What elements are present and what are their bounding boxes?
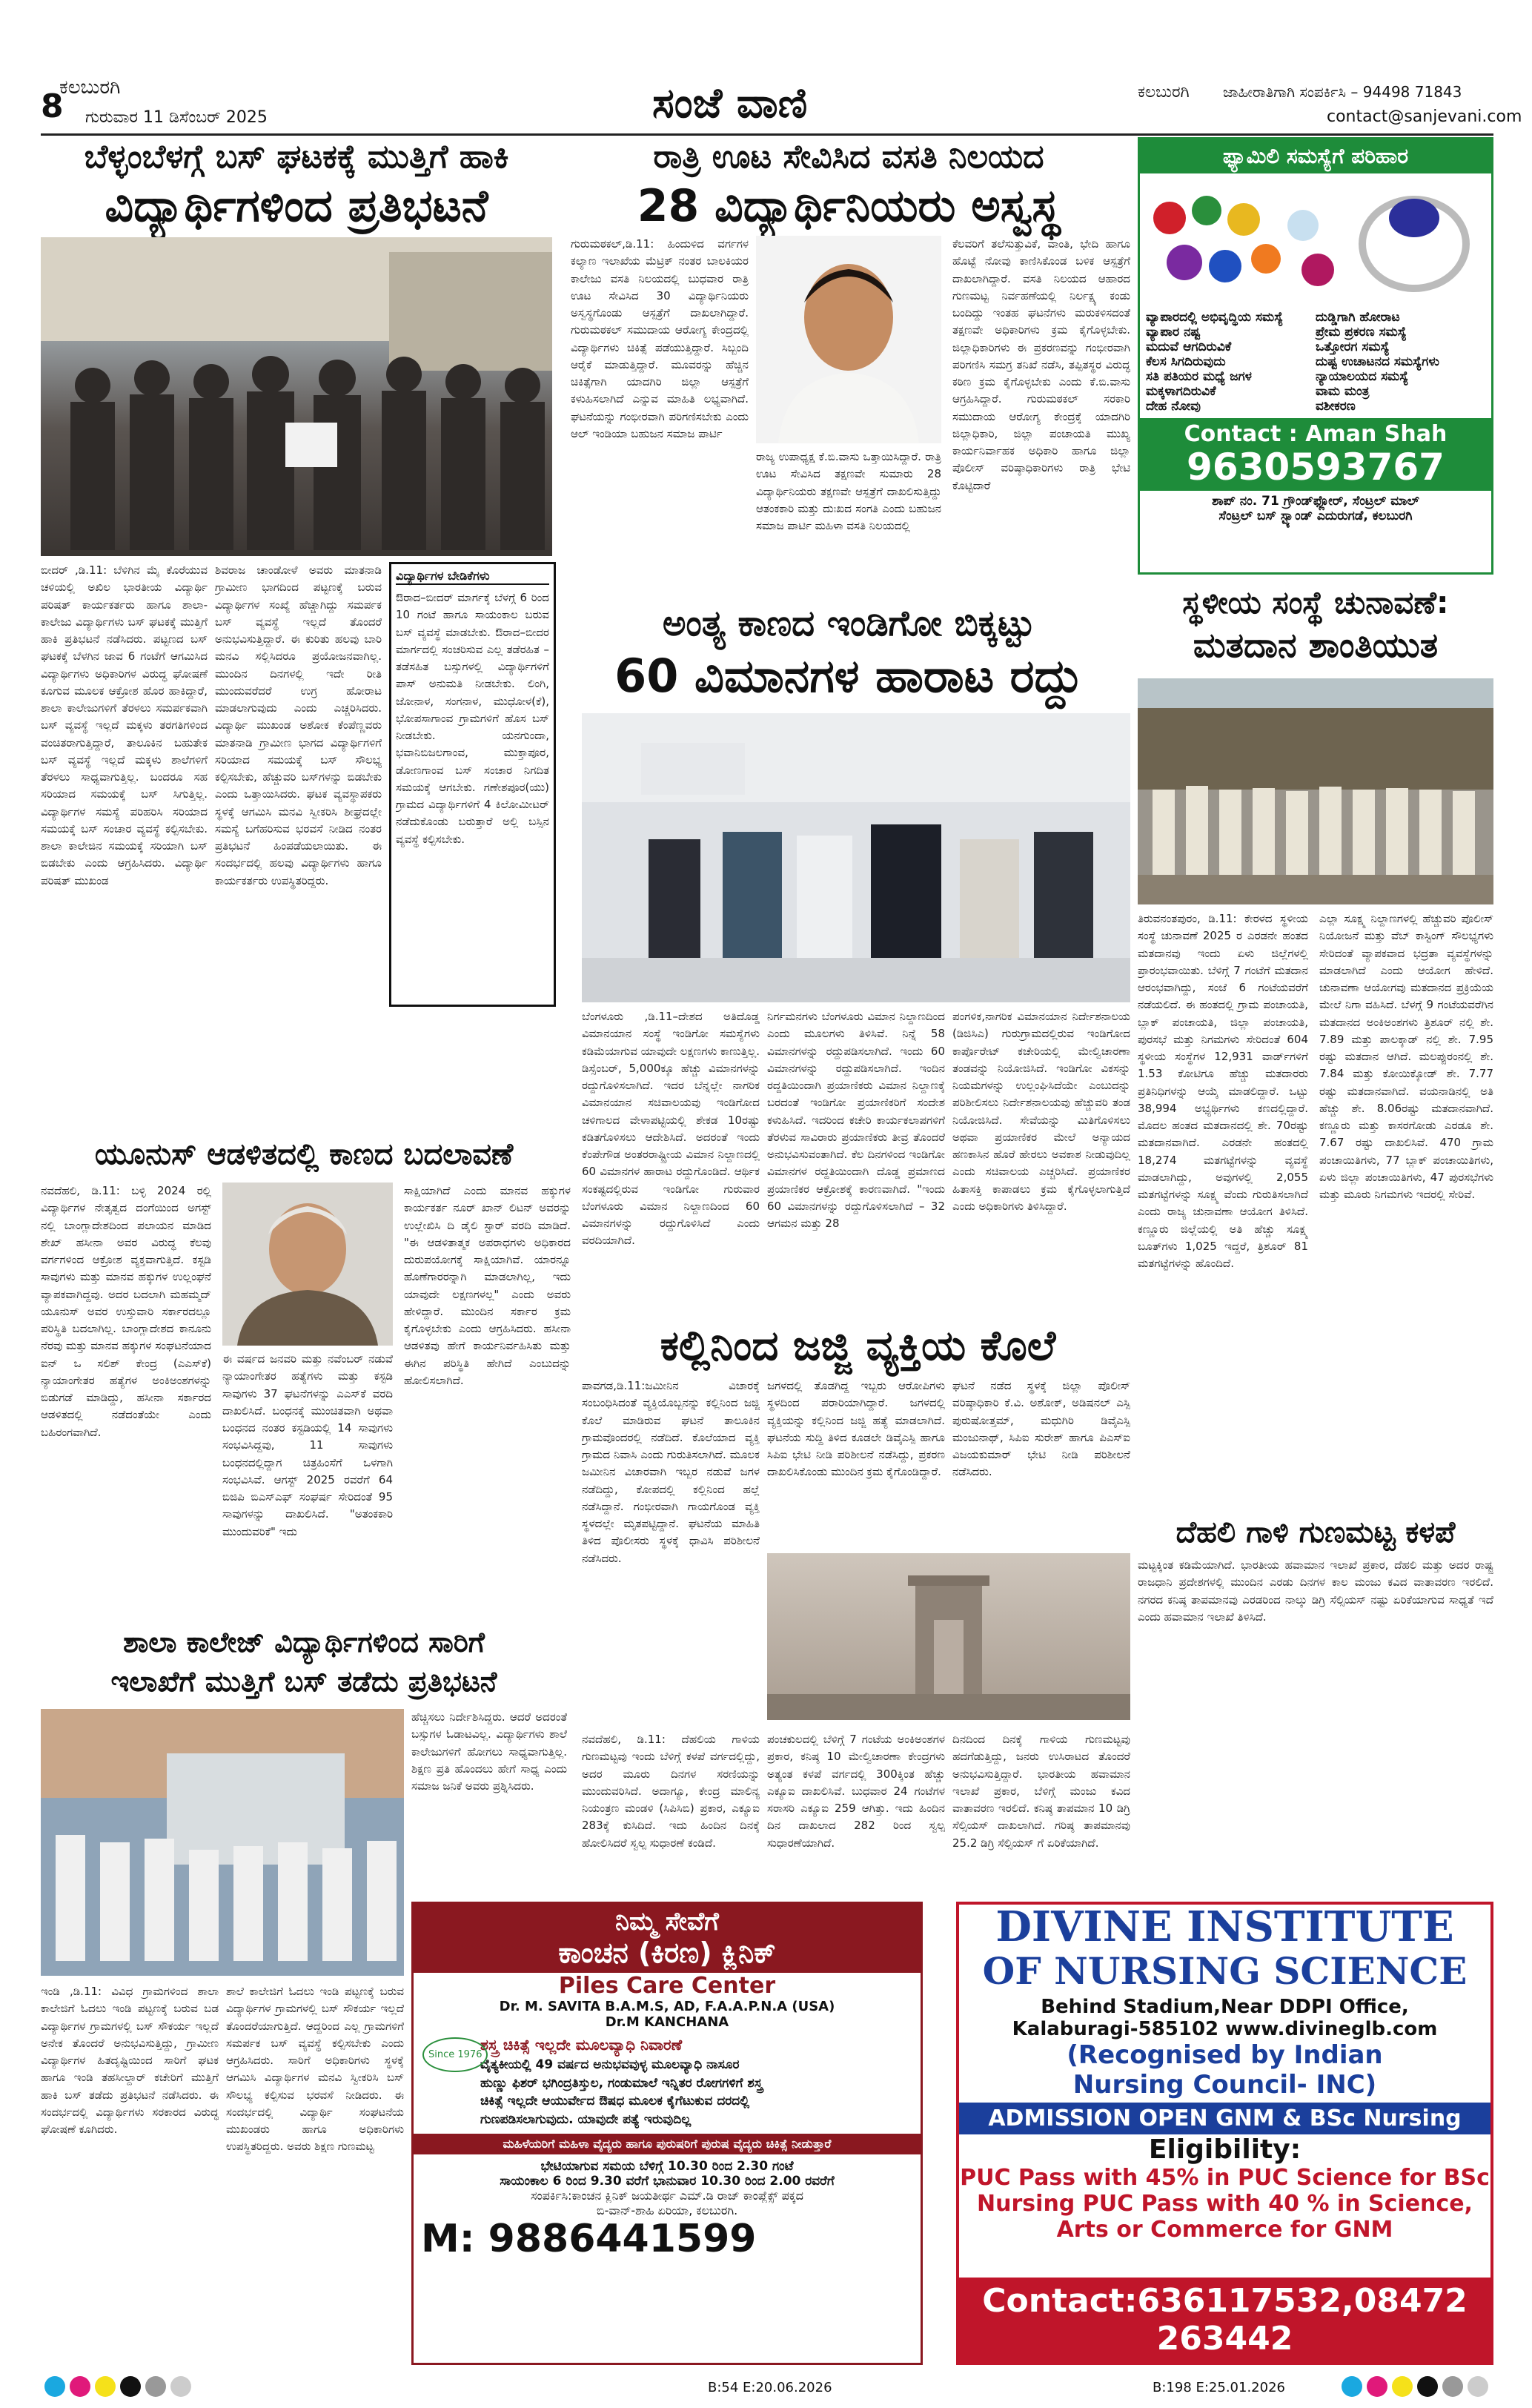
nursing-title1: DIVINE INSTITUTE <box>995 1902 1454 1951</box>
yellow-dot <box>1392 2376 1413 2397</box>
airport-queue-image <box>582 713 1130 1002</box>
grey-dot <box>1442 2376 1463 2397</box>
family-ad-item: ನ್ಯಾಯಾಲಯದ ಸಮಸ್ಯೆ <box>1316 369 1409 384</box>
story2-headline-line2: 28 ವಿದ್ಯಾರ್ಥಿನಿಯರು ಅಸ್ವಸ್ಥ <box>637 180 1061 232</box>
story8-bus-protest-photo <box>41 1709 404 1976</box>
family-ad-item: ಪ್ರೇಮ ಪ್ರಕರಣ ಸಮಸ್ಯೆ <box>1316 325 1407 340</box>
issue-date: ಗುರುವಾರ 11 ಡಿಸೆಂಬರ್ 2025 <box>85 108 268 127</box>
nursing-recognised1: (Recognised by Indian <box>1067 2040 1383 2070</box>
story1-headline-line1: ಬೆಳ್ಳಂಬೆಳಗ್ಗೆ ಬಸ್ ಘಟಕಕ್ಕೆ ಮುತ್ತಿಗೆ ಹಾಕಿ <box>84 138 509 176</box>
family-ad-item: ಸತಿ ಪತಿಯರ ಮಧ್ಯೆ ಜಗಳ <box>1146 369 1252 384</box>
story4-polling-photo <box>1138 678 1493 904</box>
story7-col2: ಪಂಚಕುಲದಲ್ಲಿ ಬೆಳಿಗ್ಗೆ 7 ಗಂಟೆಯ ಅಂಕಿಅಂಶಗಳ ಪ್ರಕಾರ, ಕನಿಷ್ಠ 10 ಮೇಲ್ವಿಚಾರಣಾ ಕೇಂದ್ರಗಳು ಅತ್ಯಂತ ಕಳಪೆ ವರ್ಗದಲ್ಲಿ 300ಕ್ಕಿಂತ ಹೆಚ್ಚು ಎಕ್ಯೂಐ ದಾಖಲಿಸಿವೆ. ಬುಧವಾರ 24 ಗಂಟೆಗಳ ಸರಾಸರಿ ಎಕ್ಯೂಐ 259 ಆಗಿತ್ತು. ಇದು ಹಿಂದಿನ ದಿನ ದಾಖಲಾದ 282 ರಿಂದ ಸ್ವಲ್ಪ ಸುಧಾರಣೆಯಾಗಿದೆ. <box>767 1733 945 1850</box>
clinic-title1: ನಿಮ್ಮ ಸೇವೆಗೆ <box>615 1907 719 1936</box>
story7-col1: ನವದೆಹಲಿ, ಡಿ.11: ದೆಹಲಿಯ ಗಾಳಿಯ ಗುಣಮಟ್ಟವು ಇಂದು ಬೆಳಿಗ್ಗೆ ಕಳಪೆ ವರ್ಗದಲ್ಲಿದ್ದು, ಅದರ ಮೂರು ದಿನಗಳ ಸರಣಿಯನ್ನು ಮುಂದುವರಿಸಿದೆ. ಅದಾಗ್ಯೂ, ಕೇಂದ್ರ ಮಾಲಿನ್ಯ ನಿಯಂತ್ರಣ ಮಂಡಳಿ (ಸಿಪಿಸಿಬಿ) ಪ್ರಕಾರ, ಎಕ್ಯೂಐ 283ಕ್ಕೆ ಕುಸಿದಿದೆ. ಇದು ಹಿಂದಿನ ದಿನಕ್ಕೆ ಹೋಲಿಸಿದರೆ ಸ್ವಲ್ಪ ಸುಧಾರಣೆ ಕಂಡಿದೆ. <box>582 1733 760 1850</box>
nursing-eligibility-label: Eligibility: <box>1148 2134 1301 2165</box>
story4-headline-line1: ಸ್ಥಳೀಯ ಸಂಸ್ಥೆ ಚುನಾವಣೆ: <box>1182 584 1449 621</box>
clinic-line2: ವೈತ್ಯಕೀಯಲ್ಲಿ 49 ವರ್ಷದ ಅನುಭವವುಳ್ಳ ಮೂಲವ್ಯಾಧಿ ನಾಸೂರ <box>480 2057 740 2072</box>
footer-color-dots-left <box>44 2376 196 2400</box>
family-ad-address2: ಸೆಂಟ್ರಲ್ ಬಸ್ ಸ್ಟ್ಯಾಂಡ್ ಎದುರುಗಡೆ, ಕಲಬುರಗಿ <box>1218 509 1413 523</box>
story1-col2: ಶಿವರಾಜ ಚಾಂಡೋಳೆ ಅವರು ಮಾತನಾಡಿ ಗ್ರಾಮೀಣ ಭಾಗದಿಂದ ಪಟ್ಟಣಕ್ಕೆ ಬರುವ ವಿದ್ಯಾರ್ಥಿಗಳ ಸಂಖ್ಯೆ ಹೆಚ್ಚಾಗಿದ್ದು ಸಮರ್ಪಕ ಬಸ್ ವ್ಯವಸ್ಥೆ ಇಲ್ಲದೆ ತೊಂದರೆ ಅನುಭವಿಸುತ್ತಿದ್ದಾರೆ. ಈ ಕುರಿತು ಹಲವು ಬಾರಿ ಮನವಿ ಸಲ್ಲಿಸಿದರೂ ಪ್ರಯೋಜನವಾಗಿಲ್ಲ. ಮುಂದಿನ ದಿನಗಳಲ್ಲಿ ಇದೇ ರೀತಿ ಮುಂದುವರೆದರೆ ಉಗ್ರ ಹೋರಾಟ ಮಾಡಲಾಗುವುದು ಎಂದು ಎಚ್ಚರಿಸಿದರು. ವಿದ್ಯಾರ್ಥಿ ಮುಖಂಡ ಅಶೋಕ ಕೆಂಪೆಣ್ಣವರು ಮಾತನಾಡಿ ಗ್ರಾಮೀಣ ಭಾಗದ ವಿದ್ಯಾರ್ಥಿಗಳಿಗೆ ಸರಿಯಾದ ಸಮಯಕ್ಕೆ ಬಸ್ ಸೌಲಭ್ಯ ಕಲ್ಪಿಸಬೇಕು, ಹೆಚ್ಚುವರಿ ಬಸ್‌ಗಳನ್ನು ಬಿಡಬೇಕು ಎಂದು ಒತ್ತಾಯಿಸಿದರು. ಘಟಕ ವ್ಯವಸ್ಥಾಪಕರು ಸ್ಥಳಕ್ಕೆ ಆಗಮಿಸಿ ಮನವಿ ಸ್ವೀಕರಿಸಿ ಶೀಘ್ರದಲ್ಲೇ ಸಮಸ್ಯೆ ಬಗೆಹರಿಸುವ ಭರವಸೆ ನೀಡಿದ ನಂತರ ಪ್ರತಿಭಟನೆ ಹಿಂಪಡೆಯಲಾಯಿತು. ಈ ಸಂದರ್ಭದಲ್ಲಿ ಹಲವು ವಿದ್ಯಾರ್ಥಿಗಳು ಹಾಗೂ ಕಾರ್ಯಕರ್ತರು ಉಪಸ್ಥಿತರಿದ್ದರು. <box>215 563 382 887</box>
bus-blockade-image <box>41 1709 404 1976</box>
cyan-dot <box>1342 2376 1362 2397</box>
clinic-doctor2: Dr.M KANCHANA <box>605 2014 729 2030</box>
family-ad-item: ಮದುವೆ ಆಗದಿರುವಿಕೆ <box>1146 340 1232 354</box>
gemstones-image <box>1140 173 1491 307</box>
grey-dot <box>145 2376 166 2397</box>
family-ad-item: ವ್ಯಾಪಾರ ನಷ್ಟ <box>1146 325 1201 340</box>
family-ad-address1: ಶಾಪ್ ನಂ. 71 ಗ್ರೌಂಡ್‌ಫ್ಲೋರ್, ಸೆಂಟ್ರಲ್ ಮಾಲ್ <box>1212 494 1419 509</box>
story1-headline-line2: ವಿದ್ಯಾರ್ಥಿಗಳಿಂದ ಪ್ರತಿಭಟನೆ <box>105 180 488 232</box>
story6-col2: ಜಗಳದಲ್ಲಿ ತೊಡಗಿದ್ದ ಇಬ್ಬರು ಆರೋಪಿಗಳು ಸ್ಥಳದಿಂದ ಪರಾರಿಯಾಗಿದ್ದಾರೆ. ಜಗಳದಲ್ಲಿ ವ್ಯಕ್ತಿಯನ್ನು ಕಲ್ಲಿನಿಂದ ಜಜ್ಜಿ ಹತ್ಯೆ ಮಾಡಲಾಗಿದೆ. ಘಟನೆಯ ಸುದ್ದಿ ತಿಳಿದ ಕೂಡಲೇ ಡಿವೈಎಸ್ಪಿ ಹಾಗೂ ಸಿಪಿಐ ಭೇಟಿ ನೀಡಿ ಪರಿಶೀಲನೆ ನಡೆಸಿದ್ದು, ಪ್ರಕರಣ ದಾಖಲಿಸಿಕೊಂಡು ಮುಂದಿನ ಕ್ರಮ ಕೈಗೊಂಡಿದ್ದಾರೆ. <box>767 1379 945 1479</box>
black-dot <box>120 2376 141 2397</box>
story1-protest-photo <box>41 237 552 556</box>
story3-col1: ಬೆಂಗಳೂರು ,ಡಿ.11–ದೇಶದ ಅತಿದೊಡ್ಡ ವಿಮಾನಯಾನ ಸಂಸ್ಥೆ ಇಂಡಿಗೋ ಸಮಸ್ಯೆಗಳು ಕಡಿಮೆಯಾಗುವ ಯಾವುದೇ ಲಕ್ಷಣಗಳು ಕಾಣುತ್ತಿಲ್ಲ. ಡಿಸ್ಸೆಂಬರ್, 5,000ಕ್ಕೂ ಹೆಚ್ಚು ವಿಮಾನಗಳನ್ನು ರದ್ದುಗೊಳಿಸಲಾಗಿದೆ. ಇದರ ಬೆನ್ನಲ್ಲೇ ನಾಗರಿಕ ವಿಮಾನಯಾನ ಸಚಿವಾಲಯವು ಇಂಡಿಗೋದ ಚಳಿಗಾಲದ ವೇಳಾಪಟ್ಟಿಯಲ್ಲಿ ಶೇಕಡ 10ರಷ್ಟು ಕಡಿತಗೊಳಿಸಲು ಆದೇಶಿಸಿದೆ. ಅದರಂತೆ ಇಂದು ಕೆಂಪೇಗೌಡ ಅಂತರರಾಷ್ಟ್ರೀಯ ವಿಮಾನ ನಿಲ್ದಾಣದಲ್ಲಿ 60 ವಿಮಾನಗಳ ಹಾರಾಟ ರದ್ದುಗೊಂಡಿದೆ. ಆರ್ಥಿಕ ಸಂಕಷ್ಟದಲ್ಲಿರುವ ಇಂಡಿಗೋ ಗುರುವಾರ ಬೆಂಗಳೂರು ವಿಮಾನ ನಿಲ್ದಾಣದಿಂದ 60 ವಿಮಾನಗಳನ್ನು ರದ್ದುಗೊಳಿಸಿದೆ ಎಂದು ವರದಿಯಾಗಿದೆ. <box>582 1010 760 1248</box>
story8-col2: ಶಾಲೆ ಕಾಲೇಜಿಗೆ ಓದಲು ಇಂಡಿ ಪಟ್ಟಣಕ್ಕೆ ಬರುವ ವಿದ್ಯಾರ್ಥಿಗಳ ಗ್ರಾಮಗಳಲ್ಲಿ ಬಸ್ ಸೌಕರ್ಯ ಇಲ್ಲದೆ ತೊಂದರೆಯಾಗುತ್ತಿದೆ. ಆದ್ದರಿಂದ ಎಲ್ಲ ಗ್ರಾಮಗಳಿಗೆ ಸಮರ್ಪಕ ಬಸ್ ವ್ಯವಸ್ಥೆ ಕಲ್ಪಿಸಬೇಕು ಎಂದು ಆಗ್ರಹಿಸಿದರು. ಸಾರಿಗೆ ಅಧಿಕಾರಿಗಳು ಸ್ಥಳಕ್ಕೆ ಆಗಮಿಸಿ ವಿದ್ಯಾರ್ಥಿಗಳ ಮನವಿ ಸ್ವೀಕರಿಸಿ ಬಸ್ ಸೌಲಭ್ಯ ಕಲ್ಪಿಸುವ ಭರವಸೆ ನೀಡಿದರು. ಈ ಸಂದರ್ಭದಲ್ಲಿ ವಿದ್ಯಾರ್ಥಿ ಸಂಘಟನೆಯ ಮುಖಂಡರು ಹಾಗೂ ಅಧಿಕಾರಿಗಳು ಉಪಸ್ಥಿತರಿದ್ದರು. ಅವರು ಶಿಕ್ಷಣ ಗುಣಮಟ್ಟ <box>226 1985 404 2154</box>
city-right: ಕಲಬುರಗಿ <box>1138 83 1190 102</box>
story4-headline-line2: ಮತದಾನ ಶಾಂತಿಯುತ <box>1193 625 1439 665</box>
kanchana-clinic-ad <box>411 1902 923 2365</box>
story3-col2: ನಿರ್ಗಮನಗಳು ಬೆಂಗಳೂರು ವಿಮಾನ ನಿಲ್ದಾಣದಿಂದ ಎಂದು ಮೂಲಗಳು ತಿಳಿಸಿವೆ. ನಿನ್ನೆ 58 ವಿಮಾನಗಳನ್ನು ರದ್ದುಪಡಿಸಲಾಗಿದೆ. ಇಂದು 60 ವಿಮಾನಗಳನ್ನು ರದ್ದುಪಡಿಸಲಾಗಿದೆ. ಇಂದಿನ ರದ್ದತಿಯಿಂದಾಗಿ ಪ್ರಯಾಣಿಕರು ವಿಮಾನ ನಿಲ್ದಾಣಕ್ಕೆ ಬರದಂತೆ ಇಂಡಿಗೋ ಪ್ರಯಾಣಿಕರಿಗೆ ಸಂದೇಶ ಕಳುಹಿಸಿದೆ. ಇದರಿಂದ ಕಚೇರಿ ಕಾರ್ಯಕಲಾಪಗಳಿಗೆ ತೆರಳುವ ಸಾವಿರಾರು ಪ್ರಯಾಣಿಕರು ತೀವ್ರ ತೊಂದರೆ ಅನುಭವಿಸುವಂತಾಗಿದೆ. ಕೆಲ ದಿನಗಳಿಂದ ಇಂಡಿಗೋ ವಿಮಾನಗಳ ರದ್ದತಿಯಿಂದಾಗಿ ದೊಡ್ಡ ಪ್ರಮಾಣದ ಪ್ರಯಾಣಿಕರ ಆಕ್ರೋಶಕ್ಕೆ ಕಾರಣವಾಗಿದೆ. "ಇಂದು 60 ವಿಮಾನಗಳನ್ನು ರದ್ದುಗೊಳಿಸಲಾಗಿದೆ – 32 ಆಗಮನ ಮತ್ತು 28 <box>767 1010 945 1230</box>
clinic-address: ಸಂಪರ್ಕಿಸಿ:ಕಾಂಚನ ಕ್ಲಿನಿಕ್ ಜಯತೀರ್ಥ ಎಮ್.ಡಿ ರಾಜ್ ಕಾಂಪ್ಲೆಕ್ಸ್ ಪಕ್ಕದ <box>531 2188 803 2203</box>
footer-code-left: B:54 E:20.06.2026 <box>708 2380 832 2395</box>
family-ad-phone: 9630593767 <box>1187 446 1445 489</box>
story5-col1: ನವದೆಹಲಿ, ಡಿ.11: ಬಳ್ಳಿ 2024 ರಲ್ಲಿ ವಿದ್ಯಾರ್ಥಿಗಳ ನೇತೃತ್ವದ ದಂಗೆಯಿಂದ ಅಗಸ್ಟ್ ನಲ್ಲಿ ಬಾಂಗ್ಲಾದೇಶದಿಂದ ಪಲಾಯನ ಮಾಡಿದ ಶೇಖ್ ಹಸೀನಾ ಅವರ ವಿರುದ್ಧ ಕೆಲವು ವರ್ಗಗಳಿಂದ ಆಕ್ರೋಶ ವ್ಯಕ್ತವಾಗುತ್ತಿದೆ. ಕಸ್ಟಡಿ ಸಾವುಗಳು ಮತ್ತು ಮಾನವ ಹಕ್ಕುಗಳ ಉಲ್ಲಂಘನೆ ವ್ಯಾಪಕವಾಗಿದ್ದವು. ಅದರ ಬದಲಾಗಿ ಮಹಮ್ಮದ್ ಯೂನುಸ್ ಅವರ ಉಸ್ತುವಾರಿ ಸರ್ಕಾರದಲ್ಲೂ ಪರಿಸ್ಥಿತಿ ಬದಲಾಗಿಲ್ಲ. ಬಾಂಗ್ಲಾದೇಶದ ಕಾನೂನು ನೆರವು ಮತ್ತು ಮಾನವ ಹಕ್ಕುಗಳ ಸಂಘಟನೆಯಾದ ಐನ್ ಒ ಸಲಿಶ್ ಕೇಂದ್ರ (ಎಎಸ್‌ಕೆ) ನ್ಯಾಯಾಂಗೇತರ ಹತ್ಯೆಗಳ ಅಂಕಿಅಂಶಗಳನ್ನು ಬಿಡುಗಡೆ ಮಾಡಿದ್ದು, ಹಸೀನಾ ಸರ್ಕಾರದ ಆಡಳಿತದಲ್ಲಿ ನಡೆದಂತೆಯೇ ಎಂದು ಬಹಿರಂಗವಾಗಿದೆ. <box>41 1184 211 1439</box>
magenta-dot <box>1367 2376 1387 2397</box>
story2-col2: ರಾಜ್ಯ ಉಪಾಧ್ಯಕ್ಷ ಕೆ.ಬಿ.ವಾಸು ಒತ್ತಾಯಿಸಿದ್ದಾರೆ. ರಾತ್ರಿ ಊಟ ಸೇವಿಸಿದ ತಕ್ಷಣವೇ ಸುಮಾರು 28 ವಿದ್ಯಾರ್ಥಿನಿಯರು ತಕ್ಷಣವೇ ಆಸ್ಪತ್ರೆಗೆ ದಾಖಲಿಸುತ್ತಿದ್ದು ಆತಂಕಕಾರಿ ಮತ್ತು ದುಃಖದ ಸಂಗತಿ ಎಂದು ಬಹುಜನ ಸಮಾಜ ಪಾರ್ಟಿ ಮಹಿಳಾ ವಸತಿ ನಿಲಯದಲ್ಲಿ <box>756 450 941 532</box>
story8-col1: ಇಂಡಿ ,ಡಿ.11: ವಿವಿಧ ಗ್ರಾಮಗಳಿಂದ ಶಾಲಾ ಕಾಲೇಜಿಗೆ ಓದಲು ಇಂಡಿ ಪಟ್ಟಣಕ್ಕೆ ಬರುವ ಬಡ ವಿದ್ಯಾರ್ಥಿಗಳ ಗ್ರಾಮಗಳಲ್ಲಿ ಬಸ್ ಸೌಕರ್ಯ ಇಲ್ಲದೆ ಅನೇಕ ತೊಂದರೆ ಅನುಭವಿಸುತ್ತಿದ್ದು, ಗ್ರಾಮೀಣ ವಿದ್ಯಾರ್ಥಿಗಳ ಹಿತದೃಷ್ಟಿಯಿಂದ ಸಾರಿಗೆ ಘಟಕ ಹಾಗೂ ಇಂಡಿ ತಹಸೀಲ್ದಾರ್ ಕಚೇರಿಗೆ ಮುತ್ತಿಗೆ ಹಾಕಿ ಬಸ್ ತಡೆದು ಪ್ರತಿಭಟನೆ ನಡೆಸಿದರು. ಈ ಸಂದರ್ಭದಲ್ಲಿ ವಿದ್ಯಾರ್ಥಿಗಳು ಸರಕಾರದ ವಿರುದ್ಧ ಘೋಷಣೆ ಕೂಗಿದರು. <box>41 1985 219 2136</box>
family-ad-item: ದೇಹ ನೋವು <box>1146 399 1201 414</box>
india-gate-smog-image <box>767 1553 1130 1720</box>
story3-headline-line2: 60 ವಿಮಾನಗಳ ಹಾರಾಟ ರದ್ದು <box>614 649 1083 703</box>
footer-color-dots-right <box>1342 2376 1493 2400</box>
story5-yunus-photo <box>222 1182 393 1346</box>
clinic-address2: ಬಿ-ವಾನ್-ಶಾಹಿ ಏರಿಯಾ, ಕಲಬುರಗಿ. <box>596 2203 738 2217</box>
nursing-admission-banner: ADMISSION OPEN GNM & BSc Nursing <box>959 2103 1490 2134</box>
page-number: 8 <box>41 87 64 125</box>
story5-headline: ಯೂನುಸ್ ಆಡಳಿತದಲ್ಲಿ ಕಾಣದ ಬದಲಾವಣೆ <box>94 1137 514 1171</box>
story7-headline: ದೆಹಲಿ ಗಾಳಿ ಗುಣಮಟ್ಟ ಕಳಪೆ <box>1175 1515 1456 1549</box>
story6-col1: ಪಾವಗಡ,ಡಿ.11:ಜಮೀನಿನ ವಿಚಾರಕ್ಕೆ ಸಂಬಂಧಿಸಿದಂತೆ ವ್ಯಕ್ತಿಯೊಬ್ಬನನ್ನು ಕಲ್ಲಿನಿಂದ ಜಜ್ಜಿ ಕೊಲೆ ಮಾಡಿರುವ ಘಟನೆ ತಾಲೂಕಿನ ಗ್ರಾಮವೊಂದರಲ್ಲಿ ನಡೆದಿದೆ. ಕೊಲೆಯಾದ ವ್ಯಕ್ತಿ ಗ್ರಾಮದ ನಿವಾಸಿ ಎಂದು ಗುರುತಿಸಲಾಗಿದೆ. ಮೂಲಕ ಜಮೀನಿನ ವಿಚಾರವಾಗಿ ಇಬ್ಬರ ನಡುವೆ ಜಗಳ ನಡೆದಿದ್ದು, ಕೋಪದಲ್ಲಿ ಕಲ್ಲಿನಿಂದ ಹಲ್ಲೆ ನಡೆಸಿದ್ದಾನೆ. ಗಂಭೀರವಾಗಿ ಗಾಯಗೊಂಡ ವ್ಯಕ್ತಿ ಸ್ಥಳದಲ್ಲೇ ಮೃತಪಟ್ಟಿದ್ದಾನೆ. ಘಟನೆಯ ಮಾಹಿತಿ ತಿಳಿದ ಪೊಲೀಸರು ಸ್ಥಳಕ್ಕೆ ಧಾವಿಸಿ ಪರಿಶೀಲನೆ ನಡೆಸಿದರು. <box>582 1379 760 1565</box>
clinic-line4: ಚಿಕಿತ್ಸೆ ಇಲ್ಲದೇ ಆಯುರ್ವೇದ ಔಷಧ ಮೂಲಕ ಕೈಗೆಟುಕುವ ದರದಲ್ಲಿ <box>480 2094 750 2109</box>
story5-col3: ಸಾಕ್ಷಿಯಾಗಿದೆ ಎಂದು ಮಾನವ ಹಕ್ಕುಗಳ ಕಾರ್ಯಕರ್ತ ನೂರ್ ಖಾನ್ ಲಿಟನ್ ಅವರನ್ನು ಉಲ್ಲೇಖಿಸಿ ದಿ ಡೈಲಿ ಸ್ಟಾರ್ ವರದಿ ಮಾಡಿದೆ. "ಈ ಆಡಳಿತಾತ್ಮಕ ಅಪರಾಧಗಳು ಅಧಿಕಾರದ ದುರುಪಯೋಗಕ್ಕೆ ಸಾಕ್ಷಿಯಾಗಿವೆ. ಯಾರನ್ನೂ ಹೊಣೆಗಾರರನ್ನಾಗಿ ಮಾಡಲಾಗಿಲ್ಲ, ಇದು ಯಾವುದೇ ಲಕ್ಷಣಗಳಲ್ಲ" ಎಂದು ಅವರು ಹೇಳಿದ್ದಾರೆ. ಮುಂದಿನ ಸರ್ಕಾರ ಕ್ರಮ ಕೈಗೊಳ್ಳಬೇಕು ಎಂದು ಆಗ್ರಹಿಸಿದರು. ಹಸೀನಾ ಆಡಳಿತವು ಹೇಗೆ ಕಾರ್ಯನಿರ್ವಹಿಸಿತು ಮತ್ತು ಈಗಿನ ಪರಿಸ್ಥಿತಿ ಹೇಗಿದೆ ಎಂಬುದನ್ನು ಹೋಲಿಸಲಾಗಿದೆ. <box>404 1184 571 1387</box>
family-ad-item: ವಾಮ ಮಂತ್ರ <box>1316 384 1370 399</box>
black-dot <box>1417 2376 1438 2397</box>
family-ad-item: ವಶೀಕರಣ <box>1316 399 1356 414</box>
story1-demands-box <box>389 562 556 1007</box>
paper-title: ಸಂಜೆ ವಾಣಿ <box>652 79 808 128</box>
clinic-doctor1: Dr. M. SAVITA B.A.M.S, AD, F.A.A.P.N.A (USA) <box>499 1999 835 2014</box>
contact-email: contact@sanjevani.com <box>1327 108 1522 126</box>
demands-box-title: ವಿದ್ಯಾರ್ಥಿಗಳ ಬೇಡಿಕೆಗಳು <box>396 569 549 585</box>
clinic-timing2: ಸಾಯಂಕಾಲ 6 ರಿಂದ 9.30 ವರೆಗೆ ಭಾನುವಾರ 10.30 ರಿಂದ 2.00 ರವರೆಗೆ <box>500 2173 835 2189</box>
story5-col2: ಈ ವರ್ಷದ ಜನವರಿ ಮತ್ತು ನವೆಂಬರ್ ನಡುವೆ ನ್ಯಾಯಾಂಗೇತರ ಹತ್ಯೆಗಳು ಮತ್ತು ಕಸ್ಟಡಿ ಸಾವುಗಳು 37 ಘಟನೆಗಳನ್ನು ಎಎಸ್‌ಕೆ ವರದಿ ದಾಖಲಿಸಿದೆ. ಬಂಧನಕ್ಕೆ ಮುಂಚಿತವಾಗಿ ಅಥವಾ ಬಂಧನದ ನಂತರ ಕಸ್ಟಡಿಯಲ್ಲಿ 14 ಸಾವುಗಳು ಸಂಭವಿಸಿದ್ದವು, 11 ಸಾವುಗಳು ಬಂಧನದಲ್ಲಿದ್ದಾಗ ಚಿತ್ರಹಿಂಸೆಗೆ ಒಳಗಾಗಿ ಸಂಭವಿಸಿವೆ. ಆಗಸ್ಟ್ 2025 ರವರೆಗೆ 64 ಬಿಜಿಪಿ ಬಿಎಸ್‌ಎಫ್ ಸಂಘರ್ಷ ಸೇರಿದಂತೆ 95 ಸಾವುಗಳನ್ನು ದಾಖಲಿಸಿದೆ. "ಅತಂಕಕಾರಿ ಮುಂದುವರಿಕೆ" ಇದು <box>222 1352 393 1538</box>
city-left: ಕಲಬುರಗಿ <box>59 76 121 99</box>
story2-col1: ಗುರುಮಠಕಲ್,ಡಿ.11: ಹಿಂದುಳಿದ ವರ್ಗಗಳ ಕಲ್ಯಾಣ ಇಲಾಖೆಯ ಮೆಟ್ರಿಕ್ ನಂತರ ಬಾಲಕಿಯರ ಕಾಲೇಜು ವಸತಿ ನಿಲಯದಲ್ಲಿ ಬುಧವಾರ ರಾತ್ರಿ ಊಟ ಸೇವಿಸಿದ 30 ವಿದ್ಯಾರ್ಥಿನಿಯರು ಅಸ್ವಸ್ಥಗೊಂಡು ಆಸ್ಪತ್ರೆಗೆ ದಾಖಲಾಗಿದ್ದಾರೆ. ಗುರುಮಠಕಲ್ ಸಮುದಾಯ ಆರೋಗ್ಯ ಕೇಂದ್ರದಲ್ಲಿ ವಿದ್ಯಾರ್ಥಿಗಳು ಚಿಕಿತ್ಸೆ ಪಡೆಯುತ್ತಿದ್ದಾರೆ. ಸಿಬ್ಬಂದಿ ಆರೈಕೆ ಮಾಡುತ್ತಿದ್ದಾರೆ. ಮೂವರನ್ನು ಹೆಚ್ಚಿನ ಚಿಕಿತ್ಸೆಗಾಗಿ ಯಾದಗಿರಿ ಜಿಲ್ಲಾ ಆಸ್ಪತ್ರೆಗೆ ಕಳುಹಿಸಲಾಗಿದೆ ಎನ್ನುವ ಮಾಹಿತಿ ಲಭ್ಯವಾಗಿದೆ. ಘಟನೆಯನ್ನು ಗಂಭೀರವಾಗಿ ಪರಿಗಣಿಸಬೇಕು ಎಂದು ಆಲ್ ಇಂಡಿಯಾ ಬಹುಜನ ಸಮಾಜ ಪಾರ್ಟಿ <box>571 237 749 440</box>
light-grey-dot <box>1468 2376 1488 2397</box>
demands-box-text: ಔರಾದ–ಬೀದರ್ ಮಾರ್ಗಕ್ಕೆ ಬೆಳಗ್ಗೆ 6 ರಿಂದ 10 ಗಂಟೆ ಹಾಗೂ ಸಾಯಂಕಾಲ ಬರುವ ಬಸ್ ವ್ಯವಸ್ಥೆ ಮಾಡಬೇಕು. ಔರಾದ–ಬೀದರ ಮಾರ್ಗದಲ್ಲಿ ಸಂಚರಿಸುವ ಎಲ್ಲ ತಡೆರಹಿತ – ತಡೆಸಹಿತ ಬಸ್ಸುಗಳಲ್ಲಿ ವಿದ್ಯಾರ್ಥಿಗಳಿಗೆ ಪಾಸ್ ಅನುಮತಿ ನೀಡಬೇಕು. ಲಿಂಗಿ, ಜೋನಾಳ, ಸಂಗನಾಳ, ಮುಧೋಳ(ಕೆ), ಭೋಪಸಾಗಾಂವ ಗ್ರಾಮಗಳಿಗೆ ಹೊಸ ಬಸ್ ನೀಡಬೇಕು. ಯನಗುಂದಾ, ಭವಾನಿಬಿಜಲಗಾಂವ, ಮುಕ್ತಾಪೂರ, ಡೋಣಗಾಂವ ಬಸ್ ಸಂಚಾರ ನಿಗದಿತ ಸಮಯಕ್ಕೆ ಆಗಬೇಕು. ಗಣೇಶಪೂರ(ಯು) ಗ್ರಾಮದ ವಿದ್ಯಾರ್ಥಿಗಳಿಗೆ 4 ಕಿಲೋಮೀಟರ್ ನಡೆದುಕೊಂಡು ಬರುತ್ತಾರೆ ಅಲ್ಲಿ ಬಸ್ಸಿನ ವ್ಯವಸ್ಥೆ ಕಲ್ಪಿಸಬೇಕು. <box>396 591 549 846</box>
yellow-dot <box>95 2376 116 2397</box>
story7-col4: ಮಟ್ಟಕ್ಕಿಂತ ಕಡಿಮೆಯಾಗಿದೆ. ಭಾರತೀಯ ಹವಾಮಾನ ಇಲಾಖೆ ಪ್ರಕಾರ, ದೆಹಲಿ ಮತ್ತು ಅದರ ರಾಷ್ಟ್ರ ರಾಜಧಾನಿ ಪ್ರದೇಶಗಳಲ್ಲಿ ಮುಂದಿನ ಎರಡು ದಿನಗಳ ಕಾಲ ಮಂಜು ಕವಿದ ವಾತಾವರಣ ಇರಲಿದೆ. ನಗರದ ಕನಿಷ್ಠ ತಾಪಮಾನವು ಎರಡರಿಂದ ನಾಲ್ಕು ಡಿಗ್ರಿ ಸೆಲ್ಸಿಯಸ್ ನಷ್ಟು ಏರಿಕೆಯಾಗುವ ಸಾಧ್ಯತೆ ಇದೆ ಎಂದು ಹವಾಮಾನ ಇಲಾಖೆ ತಿಳಿಸಿದೆ. <box>1138 1558 1493 1624</box>
nursing-address2: Kalaburagi-585102 www.divineglb.com <box>1012 2017 1438 2040</box>
nursing-recognised2: Nursing Council- INC) <box>1072 2069 1377 2100</box>
story3-airport-photo <box>582 713 1130 1002</box>
masthead <box>0 0 1532 137</box>
ad-contact-line: ಜಾಹೀರಾತಿಗಾಗಿ ಸಂಪರ್ಕಿಸಿ – 94498 71843 <box>1223 83 1462 101</box>
masthead-rule <box>41 133 1493 136</box>
family-ad-contact-band <box>1140 418 1491 491</box>
story6-col3: ಘಟನೆ ನಡೆದ ಸ್ಥಳಕ್ಕೆ ಜಿಲ್ಲಾ ಪೊಲೀಸ್ ವರಿಷ್ಠಾಧಿಕಾರಿ ಕೆ.ವಿ. ಅಶೋಕ್, ಅಡಿಷನಲ್ ಎಸ್ಪಿ ಪುರುಷೋತ್ತಮ್, ಮಧುಗಿರಿ ಡಿವೈಎಸ್ಪಿ ಮಂಜುನಾಥ್, ಸಿಪಿಐ ಸುರೇಶ್ ಹಾಗೂ ಪಿಎಸ್‌ಐ ವಿಜಯಕುಮಾರ್ ಭೇಟಿ ನೀಡಿ ಪರಿಶೀಲನೆ ನಡೆಸಿದರು. <box>952 1379 1130 1479</box>
story2-headline-line1: ರಾತ್ರಿ ಊಟ ಸೇವಿಸಿದ ವಸತಿ ನಿಲಯದ <box>653 138 1044 176</box>
clinic-timing1: ಭೇಟಿಯಾಗುವ ಸಮಯ ಬೆಳಿಗ್ಗೆ 10.30 ರಿಂದ 2.30 ಗಂಟೆ <box>540 2158 794 2174</box>
clinic-line1: ಶಸ್ತ್ರ ಚಿಕಿತ್ಸೆ ಇಲ್ಲದೇ ಮೂಲವ್ಯಾಧಿ ನಿವಾರಣೆ <box>480 2036 683 2054</box>
story6-headline: ಕಲ್ಲಿನಿಂದ ಜಜ್ಜಿ ವ್ಯಕ್ತಿಯ ಕೊಲೆ <box>660 1322 1056 1370</box>
family-ad-item: ದುಡ್ಡಿಗಾಗಿ ಹೋರಾಟ <box>1316 310 1400 325</box>
story2-col3: ಕೆಲವರಿಗೆ ತಲೆಸುತ್ತುವಿಕೆ, ವಾಂತಿ, ಭೇದಿ ಹಾಗೂ ಹೊಟ್ಟೆ ನೋವು ಕಾಣಿಸಿಕೊಂಡ ಬಳಿಕ ಆಸ್ಪತ್ರೆಗೆ ದಾಖಲಾಗಿದ್ದಾರೆ. ವಸತಿ ನಿಲಯದ ಆಹಾರದ ಗುಣಮಟ್ಟ ನಿರ್ವಹಣೆಯಲ್ಲಿ ನಿರ್ಲಕ್ಷ್ಯ ಕಂಡು ಬಂದಿದ್ದು ಇಂತಹ ಘಟನೆಗಳು ಮರುಕಳಿಸದಂತೆ ತಕ್ಷಣವೇ ಅಧಿಕಾರಿಗಳು ಕ್ರಮ ಕೈಗೊಳ್ಳಬೇಕು. ಜಿಲ್ಲಾಧಿಕಾರಿಗಳು ಈ ಪ್ರಕರಣವನ್ನು ಗಂಭೀರವಾಗಿ ಪರಿಗಣಿಸಿ ಸಮಗ್ರ ತನಿಖೆ ನಡೆಸಿ, ತಪ್ಪಿತಸ್ಥರ ವಿರುದ್ಧ ಕಠಿಣ ಕ್ರಮ ಕೈಗೊಳ್ಳಬೇಕು ಎಂದು ಕೆ.ಬಿ.ವಾಸು ಆಗ್ರಹಿಸಿದ್ದಾರೆ. ಗುರುಮಠಕಲ್ ಸರಕಾರಿ ಸಮುದಾಯ ಆರೋಗ್ಯ ಕೇಂದ್ರಕ್ಕೆ ಯಾದಗಿರಿ ಜಿಲ್ಲಾಧಿಕಾರಿ, ಜಿಲ್ಲಾ ಪಂಚಾಯತಿ ಮುಖ್ಯ ಕಾರ್ಯನಿರ್ವಾಹಕ ಅಧಿಕಾರಿ ಹಾಗೂ ಜಿಲ್ಲಾ ಪೊಲೀಸ್ ವರಿಷ್ಠಾಧಿಕಾರಿಗಳು ರಾತ್ರಿ ಭೇಟಿ ಕೊಟ್ಟಿದಾರೆ <box>952 237 1130 492</box>
story3-col3: ಪಂಗಳಿಕ,ನಾಗರಿಕ ವಿಮಾನಯಾನ ನಿರ್ದೇಶನಾಲಯ (ಡಿಜಿಸಿಎ) ಗುರುಗ್ರಾಮದಲ್ಲಿರುವ ಇಂಡಿಗೋದ ಕಾರ್ಪೊರೇಟ್ ಕಚೇರಿಯಲ್ಲಿ ಮೇಲ್ವಿಚಾರಣಾ ತಂಡವನ್ನು ನಿಯೋಜಿಸಿದೆ. ಇಂಡಿಗೋ ವಿಕಸನ್ನು ನಿಯಮಗಳನ್ನು ಉಲ್ಲಂಘಿಸಿದೆಯೇ ಎಂಬುದನ್ನು ಪರಿಶೀಲಿಸಲು ನಿರ್ದೇಶನಾಲಯವು ಹೆಚ್ಚುವರಿ ತಂಡ ನಿಯೋಜಿಸಿದೆ. ಸೇವೆಯನ್ನು ಮಿತಿಗೊಳಿಸಲು ಅಥವಾ ಪ್ರಯಾಣಿಕರ ಮೇಲೆ ಅನ್ಯಾಯದ ಹಣಕಾಸಿನ ಹೊರೆ ಹೇರಲು ಅವಕಾಶ ನೀಡುವುದಿಲ್ಲ ಎಂದು ಸಚಿವಾಲಯ ಎಚ್ಚರಿಸಿದೆ. ಪ್ರಯಾಣಿಕರ ಹಿತಾಸಕ್ತಿ ಕಾಪಾಡಲು ಕ್ರಮ ಕೈಗೊಳ್ಳಲಾಗುತ್ತಿದೆ ಎಂದು ಅಧಿಕಾರಿಗಳು ತಿಳಿಸಿದ್ದಾರೆ. <box>952 1010 1130 1213</box>
story8-col-top: ಹೆಚ್ಚಿಸಲು ನಿರ್ದೇಶಿಸಿದ್ದರು. ಆದರೆ ಅದರಂತೆ ಬಸ್ಸುಗಳ ಓಡಾಟವಿಲ್ಲ. ವಿದ್ಯಾರ್ಥಿಗಳು ಶಾಲೆ ಕಾಲೇಜುಗಳಿಗೆ ಹೋಗಲು ಸಾಧ್ಯವಾಗುತ್ತಿಲ್ಲ. ಶಿಕ್ಷಣ ಪ್ರತಿ ಹೊಂದಲು ಹೇಗೆ ಸಾಧ್ಯ ಎಂದು ಸಮಾಜ ಜನಿಕೆ ಅವರು ಪ್ರಶ್ನಿಸಿದರು. <box>411 1710 567 1793</box>
yunus-portrait-image <box>222 1182 393 1346</box>
story4-col1: ತಿರುವನಂತಪುರಂ, ಡಿ.11: ಕೇರಳದ ಸ್ಥಳೀಯ ಸಂಸ್ಥೆ ಚುನಾವಣೆ 2025 ರ ಎರಡನೇ ಹಂತದ ಮತದಾನವು ಇಂದು ಏಳು ಜಿಲ್ಲೆಗಳಲ್ಲಿ ಪ್ರಾರಂಭವಾಯಿತು. ಬೆಳಿಗ್ಗೆ 7 ಗಂಟೆಗೆ ಮತದಾನ ಆರಂಭವಾಗಿದ್ದು, ಸಂಜೆ 6 ಗಂಟೆಯವರೆಗೆ ನಡೆಯಲಿದೆ. ಈ ಹಂತದಲ್ಲಿ ಗ್ರಾಮ ಪಂಚಾಯತಿ, ಬ್ಲಾಕ್ ಪಂಚಾಯತಿ, ಜಿಲ್ಲಾ ಪಂಚಾಯತಿ, ಪುರಸಭೆ ಮತ್ತು ನಿಗಮಗಳು ಸೇರಿದಂತೆ 604 ಸ್ಥಳೀಯ ಸಂಸ್ಥೆಗಳ 12,931 ವಾರ್ಡ್‌ಗಳಿಗೆ 1.53 ಕೋಟಿಗೂ ಹೆಚ್ಚು ಮತದಾರರು ಪ್ರತಿನಿಧಿಗಳನ್ನು ಆಯ್ಕೆ ಮಾಡಲಿದ್ದಾರೆ. ಒಟ್ಟು 38,994 ಅಭ್ಯರ್ಥಿಗಳು ಕಣದಲ್ಲಿದ್ದಾರೆ. ಮೊದಲ ಹಂತದ ಮತದಾನದಲ್ಲಿ ಶೇ. 70ರಷ್ಟು ಮತದಾನವಾಗಿದೆ. ಎರಡನೇ ಹಂತದಲ್ಲಿ 18,274 ಮತಗಟ್ಟೆಗಳನ್ನು ವ್ಯವಸ್ಥೆ ಮಾಡಲಾಗಿದ್ದು, ಅವುಗಳಲ್ಲಿ 2,055 ಮತಗಟ್ಟೆಗಳನ್ನು ಸೂಕ್ಷ್ಮ ವೆಂದು ಗುರುತಿಸಲಾಗಿದೆ ಎಂದು ರಾಜ್ಯ ಚುನಾವಣಾ ಆಯೋಗ ತಿಳಿಸಿದೆ. ಕಣ್ಣೂರು ಜಿಲ್ಲೆಯಲ್ಲಿ ಅತಿ ಹೆಚ್ಚು ಸೂಕ್ಷ್ಮ ಬೂತ್‌ಗಳು 1,025 ಇದ್ದರೆ, ತ್ರಿಶೂರ್ 81 ಮತಗಟ್ಟೆಗಳನ್ನು ಹೊಂದಿದೆ. <box>1138 912 1308 1270</box>
story7-col3: ದಿನದಿಂದ ದಿನಕ್ಕೆ ಗಾಳಿಯ ಗುಣಮಟ್ಟವು ಹದಗೆಡುತ್ತಿದ್ದು, ಜನರು ಉಸಿರಾಟದ ತೊಂದರೆ ಅನುಭವಿಸುತ್ತಿದ್ದಾರೆ. ಭಾರತೀಯ ಹವಾಮಾನ ಇಲಾಖೆ ಪ್ರಕಾರ, ಬೆಳಿಗ್ಗೆ ಮಂಜು ಕವಿದ ವಾತಾವರಣ ಇರಲಿದೆ. ಕನಿಷ್ಠ ತಾಪಮಾನ 10 ಡಿಗ್ರಿ ಸೆಲ್ಸಿಯಸ್ ದಾಖಲಾಗಿದೆ. ಗರಿಷ್ಠ ತಾಪಮಾನವು 25.2 ಡಿಗ್ರಿ ಸೆಲ್ಸಿಯಸ್ ಗೆ ಏರಿಕೆಯಾಗಿದೆ. <box>952 1733 1130 1850</box>
magenta-dot <box>70 2376 90 2397</box>
family-ad-item: ಕೆಲಸ ಸಿಗದಿರುವುದು <box>1146 354 1226 369</box>
nursing-eligibility1: PUC Pass with 45% in PUC Science for BSc <box>960 2164 1490 2191</box>
story8-headline-line1: ಶಾಲಾ ಕಾಲೇಜ್ ವಿದ್ಯಾರ್ಥಿಗಳಿಂದ ಸಾರಿಗೆ <box>123 1626 485 1658</box>
clinic-since-badge: Since 1976 <box>422 2037 488 2072</box>
family-ad-item: ವ್ಯಾಪಾರದಲ್ಲಿ ಅಭಿವೃದ್ಧಿಯ ಸಮಸ್ಯೆ <box>1146 310 1284 325</box>
nursing-contact: Contact:636117532,08472 263442 <box>959 2278 1490 2362</box>
family-ad-items <box>1140 310 1491 414</box>
clinic-line3: ಹುಣ್ಣು ಫಿಶರ್ ಭಗಿಂದ್ರತಿಸ್ತುಲ, ಗಂಡುಮಾಲೆ ಇನ್ನಿತರ ರೋಗಗಳಿಗೆ ಶಸ್ತ್ರ <box>480 2075 763 2091</box>
family-ad-title: ಫ್ಯಾಮಿಲಿ ಸಮಸ್ಯೆಗೆ ಪರಿಹಾರ <box>1140 139 1491 173</box>
polling-queue-image <box>1138 678 1493 904</box>
story2-portrait-photo <box>756 236 941 443</box>
nursing-eligibility3: Arts or Commerce for GNM <box>1056 2216 1393 2243</box>
nursing-eligibility2: Nursing PUC Pass with 40 % in Science, <box>977 2190 1473 2217</box>
clinic-mobile: M: 9886441599 <box>421 2216 757 2261</box>
family-ad-item: ದುಷ್ಟ ಉಚಾಟನದ ಸಮಸ್ಯೆಗಳು <box>1316 354 1439 369</box>
cyan-dot <box>44 2376 65 2397</box>
family-ad-item: ಒತ್ತೋರಗ ಸಮಸ್ಯೆ <box>1316 340 1390 354</box>
nursing-title2: OF NURSING SCIENCE <box>982 1948 1468 1993</box>
family-ad-item: ಮಕ್ಕಳಾಗದಿರುವಿಕೆ <box>1146 384 1216 399</box>
clinic-line6: ಮಹಿಳೆಯರಿಗೆ ಮಹಿಳಾ ವೈದ್ಯರು ಹಾಗೂ ಪುರುಷರಿಗೆ ಪುರುಷ ವೈದ್ಯರು ಚಿಕಿತ್ಸೆ ನೀಡುತ್ತಾರೆ <box>414 2134 921 2154</box>
story3-headline-line1: ಅಂತ್ಯ ಕಾಣದ ಇಂಡಿಗೋ ಬಿಕ್ಕಟ್ಟು <box>662 603 1035 644</box>
story8-headline-line2: ಇಲಾಖೆಗೆ ಮುತ್ತಿಗೆ ಬಸ್ ತಡೆದು ಪ್ರತಿಭಟನೆ <box>110 1665 497 1698</box>
footer-code-right: B:198 E:25.01.2026 <box>1153 2380 1285 2395</box>
person-portrait-image <box>756 236 941 443</box>
story4-col2: ಎಲ್ಲಾ ಸೂಕ್ಷ್ಮ ನಿಲ್ದಾಣಗಳಲ್ಲಿ ಹೆಚ್ಚುವರಿ ಪೊಲೀಸ್ ನಿಯೋಜನೆ ಮತ್ತು ವೆಬ್ ಕಾಸ್ಟಿಂಗ್ ಸೌಲಭ್ಯಗಳು ಸೇರಿದಂತೆ ವ್ಯಾಪಕವಾದ ಭದ್ರತಾ ವ್ಯವಸ್ಥೆಗಳನ್ನು ಮಾಡಲಾಗಿದೆ ಎಂದು ಆಯೋಗ ಹೇಳಿದೆ. ಚುನಾವಣಾ ಆಯೋಗವು ಮತದಾನದ ಪ್ರಕ್ರಿಯೆಯ ಮೇಲೆ ನಿಗಾ ವಹಿಸಿದೆ. ಬೆಳಗ್ಗೆ 9 ಗಂಟೆಯವರೆಗಿನ ಮತದಾನದ ಅಂಕಿಅಂಶಗಳು ತ್ರಿಶೂರ್ ನಲ್ಲಿ ಶೇ. 7.89 ಮತ್ತು ಪಾಲಕ್ಕಾಡ್ ನಲ್ಲಿ ಶೇ. 7.95 ರಷ್ಟು ಮತದಾನ ಆಗಿದೆ. ಮಲಪ್ಪುರಂನಲ್ಲಿ ಶೇ. 7.84 ಮತ್ತು ಕೋಯಿಕ್ಕೋಡ್ ಶೇ. 7.77 ರಷ್ಟು ಮತದಾನವಾಗಿದೆ. ವಯನಾಡಿನಲ್ಲಿ ಅತಿ ಹೆಚ್ಚು ಶೇ. 8.06ರಷ್ಟು ಮತದಾನವಾಗಿದೆ. ಕಣ್ಣೂರು ಮತ್ತು ಕಾಸರಗೋಡು ಎರಡೂ ಶೇ. 7.67 ರಷ್ಟು ದಾಖಲಿಸಿವೆ. 470 ಗ್ರಾಮ ಪಂಚಾಯಿತಿಗಳು, 77 ಬ್ಲಾಕ್ ಪಂಚಾಯಿತಿಗಳು, ಏಳು ಜಿಲ್ಲಾ ಪಂಚಾಯಿತಿಗಳು, 47 ಪುರಸಭೆಗಳು ಮತ್ತು ಮೂರು ನಿಗಮಗಳು ಇದರಲ್ಲಿ ಸೇರಿವೆ. <box>1319 912 1493 1201</box>
family-ad-contact-name: Contact : Aman Shah <box>1184 421 1448 447</box>
clinic-title2: ಕಾಂಚನ (ಕಿರಣ) ಕ್ಲಿನಿಕ್ <box>558 1936 776 1969</box>
clinic-subtitle: Piles Care Center <box>558 1973 776 1999</box>
protest-crowd-image <box>41 237 552 556</box>
light-grey-dot <box>170 2376 191 2397</box>
clinic-line5: ಗುಣಪಡಿಸಲಾಗುವುದು. ಯಾವುದೇ ಪತ್ಯೆ ಇರುವುದಿಲ್ಲ <box>480 2111 692 2127</box>
family-problem-ad <box>1138 137 1493 575</box>
clinic-title-band <box>414 1904 921 1973</box>
story6-smog-photo <box>767 1553 1130 1720</box>
nursing-address1: Behind Stadium,Near DDPI Office, <box>1041 1995 1409 2018</box>
story1-col1: ಬೀದರ್ ,ಡಿ.11: ಬೆಳಿಗಿನ ಮೈ ಕೊರೆಯುವ ಚಳಿಯಲ್ಲಿ ಅಖಿಲ ಭಾರತೀಯ ವಿದ್ಯಾರ್ಥಿ ಪರಿಷತ್ ಕಾರ್ಯಕರ್ತರು ಹಾಗೂ ಶಾಲಾ- ಕಾಲೇಜು ವಿದ್ಯಾರ್ಥಿಗಳು ಬಸ್ ಘಟಕಕ್ಕೆ ಮುತ್ತಿಗೆ ಹಾಕಿ ಪ್ರತಿಭಟನೆ ನಡೆಸಿದರು. ಪಟ್ಟಣದ ಬಸ್ ಘಟಕಕ್ಕೆ ಬೆಳಗಿನ ಜಾವ 6 ಗಂಟೆಗೆ ಆಗಮಿಸಿದ ವಿದ್ಯಾರ್ಥಿಗಳು ಅಧಿಕಾರಿಗಳ ವಿರುದ್ಧ ಘೋಷಣೆ ಕೂಗುವ ಮೂಲಕ ಆಕ್ರೋಶ ಹೊರ ಹಾಕಿದ್ದಾರೆ, ಶಾಲಾ ಕಾಲೇಜುಗಳಿಗೆ ತೆರಳಲು ಸಮರ್ಪಕವಾಗಿ ಬಸ್ ವ್ಯವಸ್ಥೆ ಇಲ್ಲದೆ ಮಕ್ಕಳು ತರಗತಿಗಳಿಂದ ವಂಚಿತರಾಗುತ್ತಿದ್ದಾರೆ, ತಾಲೂಕಿನ ಬಹುತೇಕ ಬಸ್ ವ್ಯವಸ್ಥೆ ಇಲ್ಲದೆ ಮಕ್ಕಳು ಶಾಲೆಗಳಿಗೆ ತೆರಳಲು ಸಾಧ್ಯವಾಗುತ್ತಿಲ್ಲ. ಬಂದರೂ ಸಹ ಸರಿಯಾದ ಸಮಯಕ್ಕೆ ಬಸ್ ಸಿಗುತ್ತಿಲ್ಲ. ವಿದ್ಯಾರ್ಥಿಗಳ ಸಮಸ್ಯೆ ಪರಿಹರಿಸಿ ಸರಿಯಾದ ಸಮಯಕ್ಕೆ ಬಸ್ ಸಂಚಾರ ವ್ಯವಸ್ಥೆ ಕಲ್ಪಿಸಬೇಕು. ಶಾಲಾ ಕಾಲೇಜಿನ ಸಮಯಕ್ಕೆ ಸರಿಯಾಗಿ ಬಸ್ ಬಿಡಬೇಕು ಎಂದು ಆಗ್ರಹಿಸಿದರು. ವಿದ್ಯಾರ್ಥಿ ಪರಿಷತ್ ಮುಖಂಡ <box>41 563 208 887</box>
divine-nursing-ad <box>956 1902 1493 2365</box>
